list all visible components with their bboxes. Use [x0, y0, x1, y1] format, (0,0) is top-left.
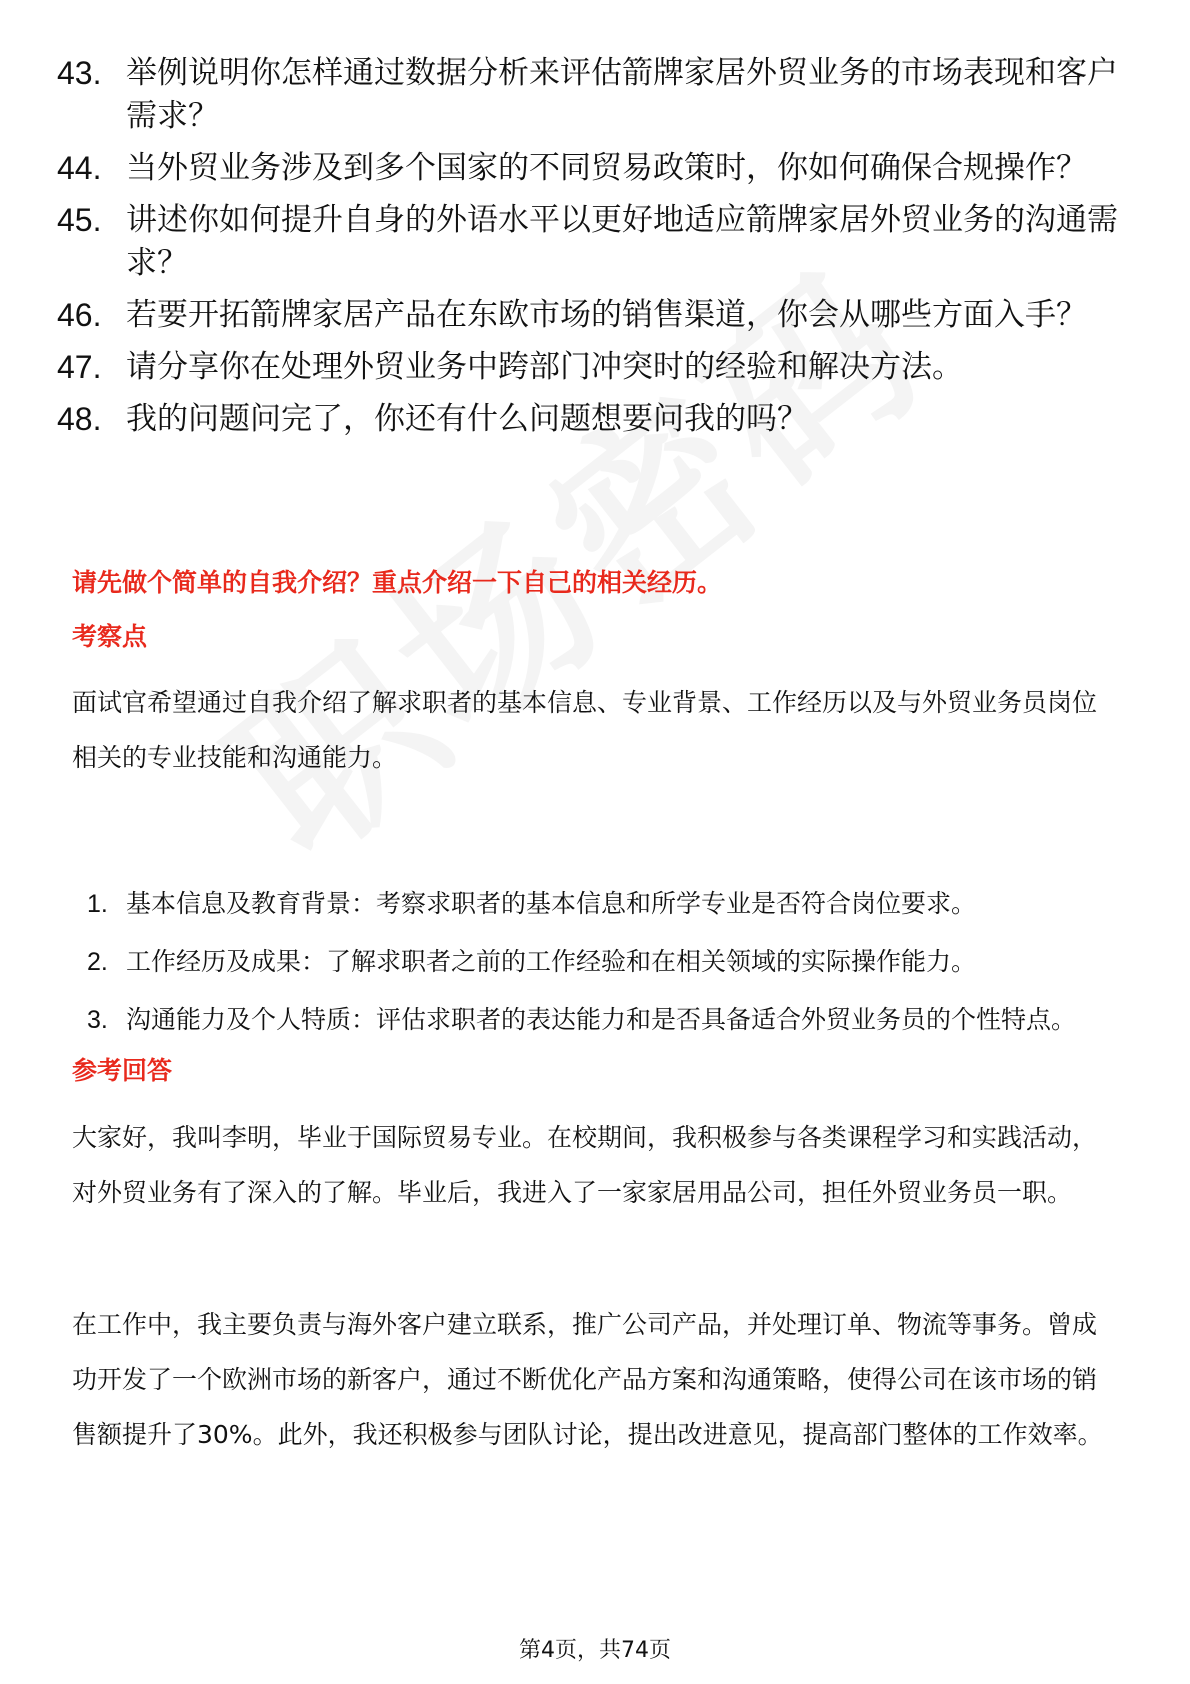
answer-paragraph: 大家好，我叫李明，毕业于国际贸易专业。在校期间，我积极参与各类课程学习和实践活动，对外贸业务有了深入的了解。毕业后，我进入了一家家居用品公司，担任外贸业务员一职。 — [72, 1123, 1098, 1207]
question-item — [57, 199, 1127, 285]
focus-point — [72, 992, 1120, 1048]
question-text: 请分享你在处理外贸业务中跨部门冲突时的经验和解决方法。 — [126, 349, 963, 385]
focus-point-text: 基本信息及教育背景：考察求职者的基本信息和所学专业是否符合岗位要求。 — [126, 889, 977, 918]
question-item — [57, 398, 1127, 441]
focus-title: 考察点 — [72, 622, 148, 651]
question-number: 45. — [57, 202, 102, 238]
question-item — [57, 346, 1127, 389]
question-text: 当外贸业务涉及到多个国家的不同贸易政策时，你如何确保合规操作？ — [126, 150, 1087, 186]
question-text: 我的问题问完了，你还有什么问题想要问我的吗？ — [126, 401, 808, 437]
question-number: 47. — [57, 349, 102, 385]
question-list — [57, 52, 1127, 450]
focus-point — [72, 876, 1120, 932]
question-item — [57, 52, 1127, 138]
question-text: 举例说明你怎样通过数据分析来评估箭牌家居外贸业务的市场表现和客户需求？ — [126, 55, 1118, 134]
focus-point — [72, 934, 1120, 990]
focus-intro: 面试官希望通过自我介绍了解求职者的基本信息、专业背景、工作经历以及与外贸业务员岗位相关的专业技能和沟通能力。 — [72, 688, 1098, 772]
page-footer: 第4页，共74页 — [519, 1638, 671, 1663]
focus-point-number: 2. — [87, 948, 108, 976]
answer-paragraph: 在工作中，我主要负责与海外客户建立联系，推广公司产品，并处理订单、物流等事务。曾成功开发了一个欧洲市场的新客户，通过不断优化产品方案和沟通策略，使得公司在该市场的销售额提升了30%。此外，我还积极参与团队讨论，提出改进意见，提高部门整体的工作效率。 — [72, 1310, 1103, 1449]
question-number: 43. — [57, 55, 102, 91]
question-number: 48. — [57, 401, 102, 437]
question-number: 44. — [57, 150, 102, 186]
question-text: 若要开拓箭牌家居产品在东欧市场的销售渠道，你会从哪些方面入手？ — [126, 297, 1087, 333]
answer-title: 参考回答 — [72, 1056, 173, 1085]
focus-point-number: 1. — [87, 890, 108, 918]
focus-point-text: 沟通能力及个人特质：评估求职者的表达能力和是否具备适合外贸业务员的个性特点。 — [126, 1005, 1077, 1034]
question-heading: 请先做个简单的自我介绍？重点介绍一下自己的相关经历。 — [72, 568, 723, 597]
focus-point-list — [72, 876, 1120, 1050]
question-text: 讲述你如何提升自身的外语水平以更好地适应箭牌家居外贸业务的沟通需求？ — [126, 202, 1118, 281]
focus-point-text: 工作经历及成果：了解求职者之前的工作经验和在相关领域的实际操作能力。 — [126, 947, 977, 976]
question-number: 46. — [57, 297, 102, 333]
focus-point-number: 3. — [87, 1006, 108, 1034]
question-item — [57, 147, 1127, 190]
question-item — [57, 294, 1127, 337]
